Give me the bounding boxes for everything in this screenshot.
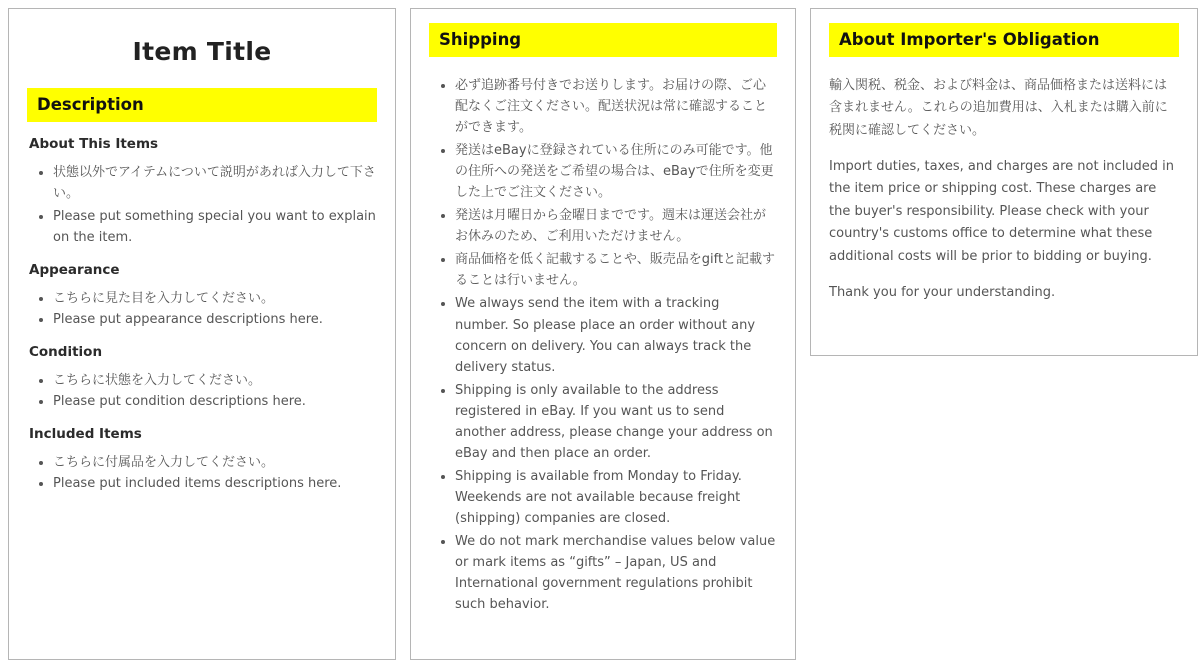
- about-this-items-heading: About This Items: [29, 136, 159, 152]
- importers-obligation-panel: [810, 8, 1198, 356]
- list-item: • 発送はeBayに登録されている住所にのみ可能です。他の住所への発送をご希望の場合は、eBayで住所を変更した上でご注文ください。: [455, 140, 777, 203]
- description-section-heading: Description: [27, 88, 377, 122]
- included-items-heading: Included Items: [29, 426, 142, 443]
- list-item: • We do not mark merchandise values below value or mark items as “gifts” – Japan, US and International government regulations prohibit such behavior.: [455, 531, 777, 615]
- item-title: Item Title: [132, 37, 272, 66]
- description-panel: [8, 8, 396, 660]
- list-item: • Please put condition descriptions here.: [53, 391, 377, 412]
- shipping-panel: [410, 8, 796, 660]
- importers-obligation-heading: About Importer's Obligation: [829, 23, 1179, 57]
- list-item: • こちらに状態を入力してください。: [53, 370, 377, 391]
- list-item: • We always send the item with a tracking number. So please place an order without any concern on delivery. You can always track the delivery status.: [455, 293, 777, 377]
- list-item: • 発送は月曜日から金曜日までです。週末は運送会社がお休みのため、ご利用いただけません。: [455, 205, 777, 247]
- list-item: • Please put appearance descriptions here.: [53, 309, 377, 330]
- condition-heading: Condition: [29, 344, 103, 361]
- list-item: • こちらに付属品を入力してください。: [53, 452, 377, 473]
- about-this-items-list: [27, 162, 377, 248]
- obligation-paragraph-ja: 輸入関税、税金、および料金は、商品価格または送料には含まれません。これらの追加費用は、入札または購入前に税関に確認してください。: [829, 78, 1168, 138]
- shipping-list: [429, 75, 777, 615]
- list-item: • Shipping is only available to the address registered in eBay. If you want us to send another address, please change your address on eBay and then place an order.: [455, 380, 777, 464]
- list-item: • こちらに見た目を入力してください。: [53, 288, 377, 309]
- appearance-list: [27, 288, 377, 330]
- included-items-list: [27, 452, 377, 494]
- list-item: • 商品価格を低く記載することや、販売品をgiftと記載することは行いません。: [455, 249, 777, 291]
- obligation-thanks: Thank you for your understanding.: [829, 284, 1056, 300]
- obligation-paragraph-en: Import duties, taxes, and charges are not included in the item price or shipping cost. These charges are the buyer's responsibility. Please check with your country's customs office to determine what these additional costs will be prior to bidding or buying.: [829, 159, 1175, 264]
- appearance-heading: Appearance: [29, 262, 120, 279]
- list-item: • 状態以外でアイテムについて説明があれば入力して下さい。: [53, 162, 377, 204]
- list-item: • Please put included items descriptions here.: [53, 473, 377, 494]
- list-item: • 必ず追跡番号付きでお送りします。お届けの際、ご心配なくご注文ください。配送状況は常に確認することができます。: [455, 75, 777, 138]
- list-item: • Shipping is available from Monday to Friday. Weekends are not available because freight (shipping) companies are closed.: [455, 466, 777, 529]
- shipping-section-heading: Shipping: [429, 23, 777, 57]
- list-item: • Please put something special you want to explain on the item.: [53, 206, 377, 248]
- condition-list: [27, 370, 377, 412]
